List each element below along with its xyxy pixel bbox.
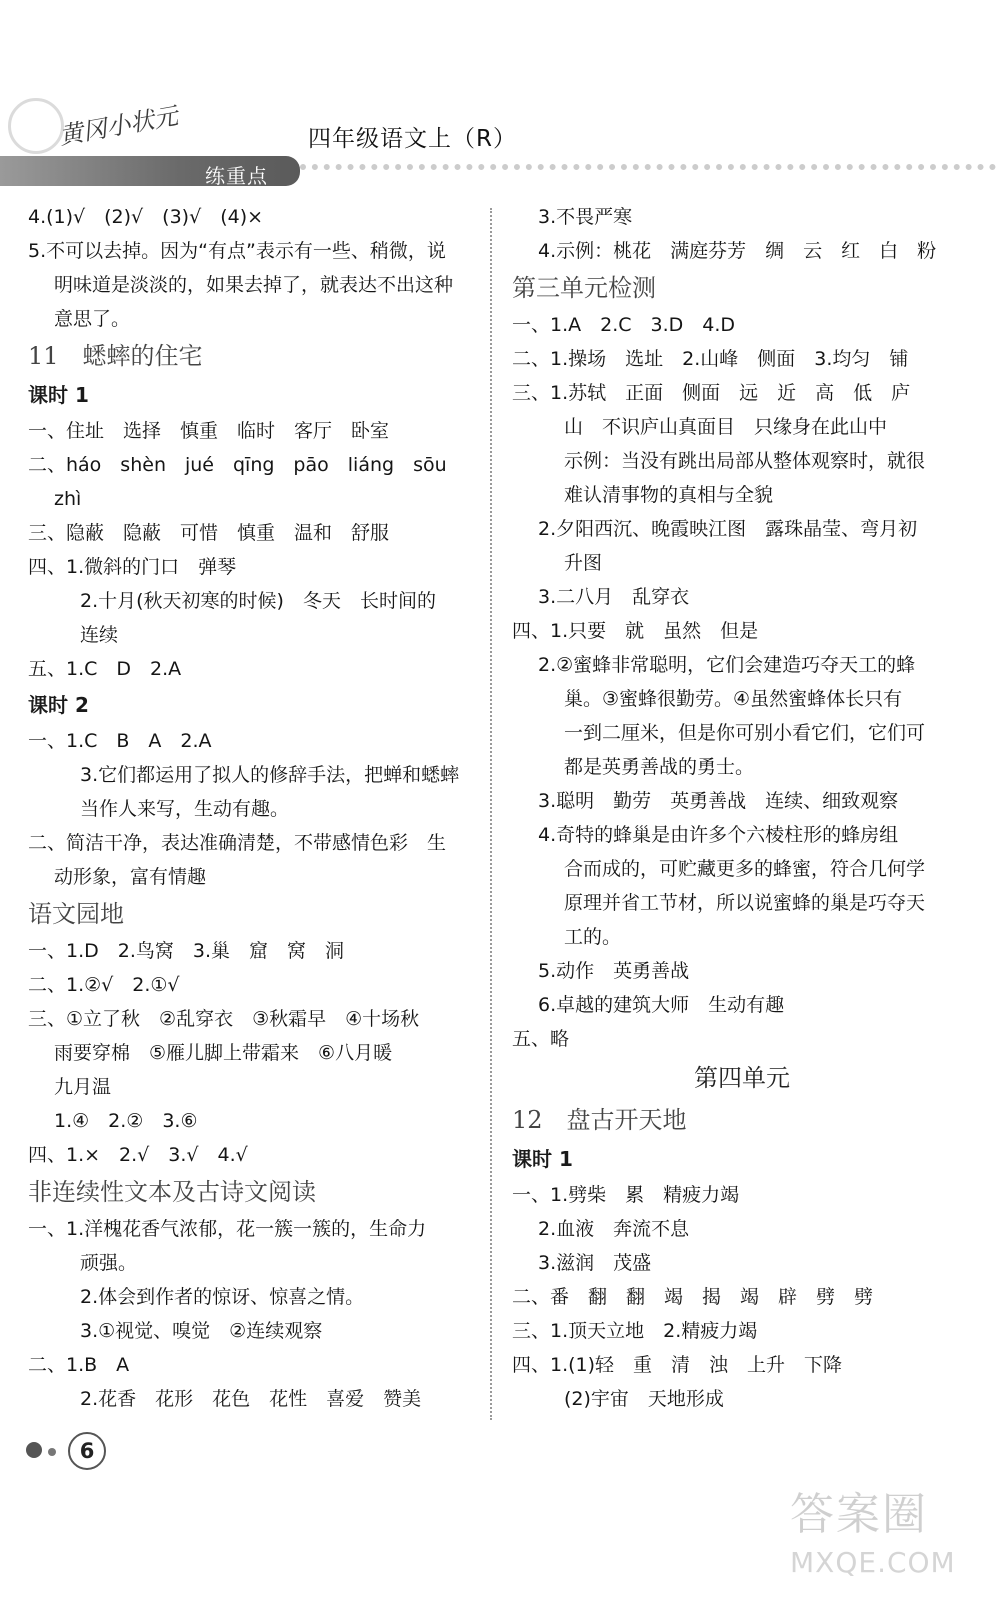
- answer-line: 6.卓越的建筑大师 生动有趣: [538, 994, 785, 1016]
- footer-dot-small-icon: [48, 1448, 56, 1456]
- answer-line: 升图: [564, 552, 603, 574]
- answer-line: 二、简洁干净，表达准确清楚，不带感情色彩 生: [28, 832, 447, 854]
- answer-line: 一、1.C B A 2.A: [28, 730, 212, 752]
- answer-line: 顽强。: [80, 1252, 138, 1274]
- answer-line: 二、1.B A: [28, 1354, 130, 1376]
- answer-line: 三、①立了秋 ②乱穿衣 ③秋霜早 ④十场秋: [28, 1008, 420, 1030]
- section-heading: 11 蟋蟀的住宅: [28, 342, 203, 370]
- answer-line: 九月温: [54, 1076, 112, 1098]
- lesson-subheading: 课时 1: [512, 1147, 573, 1171]
- answer-line: 明味道是淡淡的，如果去掉了，就表达不出这种: [54, 274, 454, 296]
- answer-line: 1.④ 2.② 3.⑥: [54, 1110, 198, 1132]
- watermark-url: MXQE.COM: [790, 1546, 956, 1579]
- answer-line: 当作人来写，生动有趣。: [80, 798, 290, 820]
- answer-line: 2.十月(秋天初寒的时候) 冬天 长时间的: [80, 590, 436, 612]
- lesson-subheading: 课时 1: [28, 383, 89, 407]
- answer-line: 四、1.只要 就 虽然 但是: [512, 620, 759, 642]
- watermark: [790, 1478, 980, 1588]
- series-logo: [0, 98, 300, 188]
- answer-line: 四、1.微斜的门口 弹琴: [28, 556, 237, 578]
- answer-line: 意思了。: [54, 308, 131, 330]
- section-heading: 12 盘古开天地: [512, 1106, 687, 1134]
- answer-line: 难认清事物的真相与全貌: [564, 484, 774, 506]
- answer-line: 一、1.D 2.鸟窝 3.巢 窟 窝 洞: [28, 940, 345, 962]
- section-heading: 语文园地: [28, 900, 124, 928]
- answer-line: 4.(1)√ (2)√ (3)√ (4)×: [28, 206, 264, 228]
- watermark-logo: 答案圈: [790, 1489, 928, 1540]
- page-header: [0, 88, 996, 198]
- answer-line: 工的。: [564, 926, 622, 948]
- answer-line: 合而成的，可贮藏更多的蜂蜜，符合几何学: [564, 858, 926, 880]
- right-column: [512, 200, 972, 1416]
- answer-line: 3.二八月 乱穿衣: [538, 586, 690, 608]
- answer-line: 5.动作 英勇善战: [538, 960, 690, 982]
- answer-line: 二、1.操场 选址 2.山峰 侧面 3.均匀 铺: [512, 348, 909, 370]
- logo-script-text: 黄冈小状元: [56, 101, 180, 151]
- column-divider: [490, 208, 492, 1420]
- answer-line: 二、番 翻 翻 竭 揭 竭 辟 劈 劈: [512, 1286, 874, 1308]
- answer-line: 4.奇特的蜂巢是由许多个六棱柱形的蜂房组: [538, 824, 899, 846]
- section-heading: 第三单元检测: [512, 274, 656, 302]
- answer-line: 3.它们都运用了拟人的修辞手法，把蝉和蟋蟀: [80, 764, 460, 786]
- answer-line: 示例：当没有跳出局部从整体观察时，就很: [564, 450, 926, 472]
- answer-line: 2.花香 花形 花色 花性 喜爱 赞美: [80, 1388, 422, 1410]
- book-title: 四年级语文上（R）: [308, 126, 517, 152]
- section-heading: 非连续性文本及古诗文阅读: [28, 1178, 316, 1206]
- answer-line: 都是英勇善战的勇士。: [564, 756, 755, 778]
- page-number: 6: [68, 1432, 106, 1470]
- answer-line: 动形象，富有情趣: [54, 866, 207, 888]
- answer-line: 3.不畏严寒: [538, 206, 633, 228]
- answer-line: 一、住址 选择 慎重 临时 客厅 卧室: [28, 420, 390, 442]
- answer-line: 3.滋润 茂盛: [538, 1252, 652, 1274]
- answer-line: 二、háo shèn jué qīng pāo liáng sōu: [28, 454, 447, 476]
- answer-line: 山 不识庐山真面目 只缘身在此山中: [564, 416, 888, 438]
- answer-line: 三、1.顶天立地 2.精疲力竭: [512, 1320, 758, 1342]
- answer-line: 三、1.苏轼 正面 侧面 远 近 高 低 庐: [512, 382, 911, 404]
- answer-line: 2.体会到作者的惊讶、惊喜之情。: [80, 1286, 365, 1308]
- logo-swirl-decoration: [8, 98, 64, 154]
- answer-line: 2.②蜜蜂非常聪明，它们会建造巧夺天工的蜂: [538, 654, 916, 676]
- answer-line: zhì: [54, 488, 82, 510]
- answer-line: 4.示例：桃花 满庭芬芳 绸 云 红 白 粉: [538, 240, 937, 262]
- logo-subtitle: 练重点: [205, 164, 268, 188]
- left-column: [28, 200, 478, 1416]
- answer-line: 一到二厘米，但是你可别小看它们，它们可: [564, 722, 926, 744]
- answer-line: 连续: [80, 624, 119, 646]
- answer-line: 一、1.洋槐花香气浓郁，花一簇一簇的，生命力: [28, 1218, 427, 1240]
- answer-line: 三、隐蔽 隐蔽 可惜 慎重 温和 舒服: [28, 522, 390, 544]
- answer-line: 五、略: [512, 1028, 570, 1050]
- answer-line: 5.不可以去掉。因为“有点”表示有一些、稍微，说: [28, 240, 446, 262]
- answer-line: 3.①视觉、嗅觉 ②连续观察: [80, 1320, 323, 1342]
- answer-line: 四、1.× 2.√ 3.√ 4.√: [28, 1144, 248, 1166]
- answer-line: 二、1.②√ 2.①√: [28, 974, 180, 996]
- answer-line: (2)宇宙 天地形成: [564, 1388, 724, 1410]
- answer-line: 雨要穿棉 ⑤雁儿脚上带霜来 ⑥八月暖: [54, 1042, 393, 1064]
- header-dotted-rule: [300, 164, 996, 170]
- answer-line: 巢。③蜜蜂很勤劳。④虽然蜜蜂体长只有: [564, 688, 903, 710]
- answer-line: 五、1.C D 2.A: [28, 658, 182, 680]
- unit-title: 第四单元: [694, 1064, 790, 1092]
- answer-line: 3.聪明 勤劳 英勇善战 连续、细致观察: [538, 790, 899, 812]
- answer-line: 2.血液 奔流不息: [538, 1218, 690, 1240]
- lesson-subheading: 课时 2: [28, 693, 89, 717]
- answer-line: 2.夕阳西沉、晚霞映江图 露珠晶莹、弯月初: [538, 518, 918, 540]
- answer-line: 原理并省工节材，所以说蜜蜂的巢是巧夺天: [564, 892, 926, 914]
- answer-line: 四、1.(1)轻 重 清 浊 上升 下降: [512, 1354, 843, 1376]
- answer-line: 一、1.A 2.C 3.D 4.D: [512, 314, 736, 336]
- answer-line: 一、1.劈柴 累 精疲力竭: [512, 1184, 740, 1206]
- footer-dot-icon: [26, 1442, 42, 1458]
